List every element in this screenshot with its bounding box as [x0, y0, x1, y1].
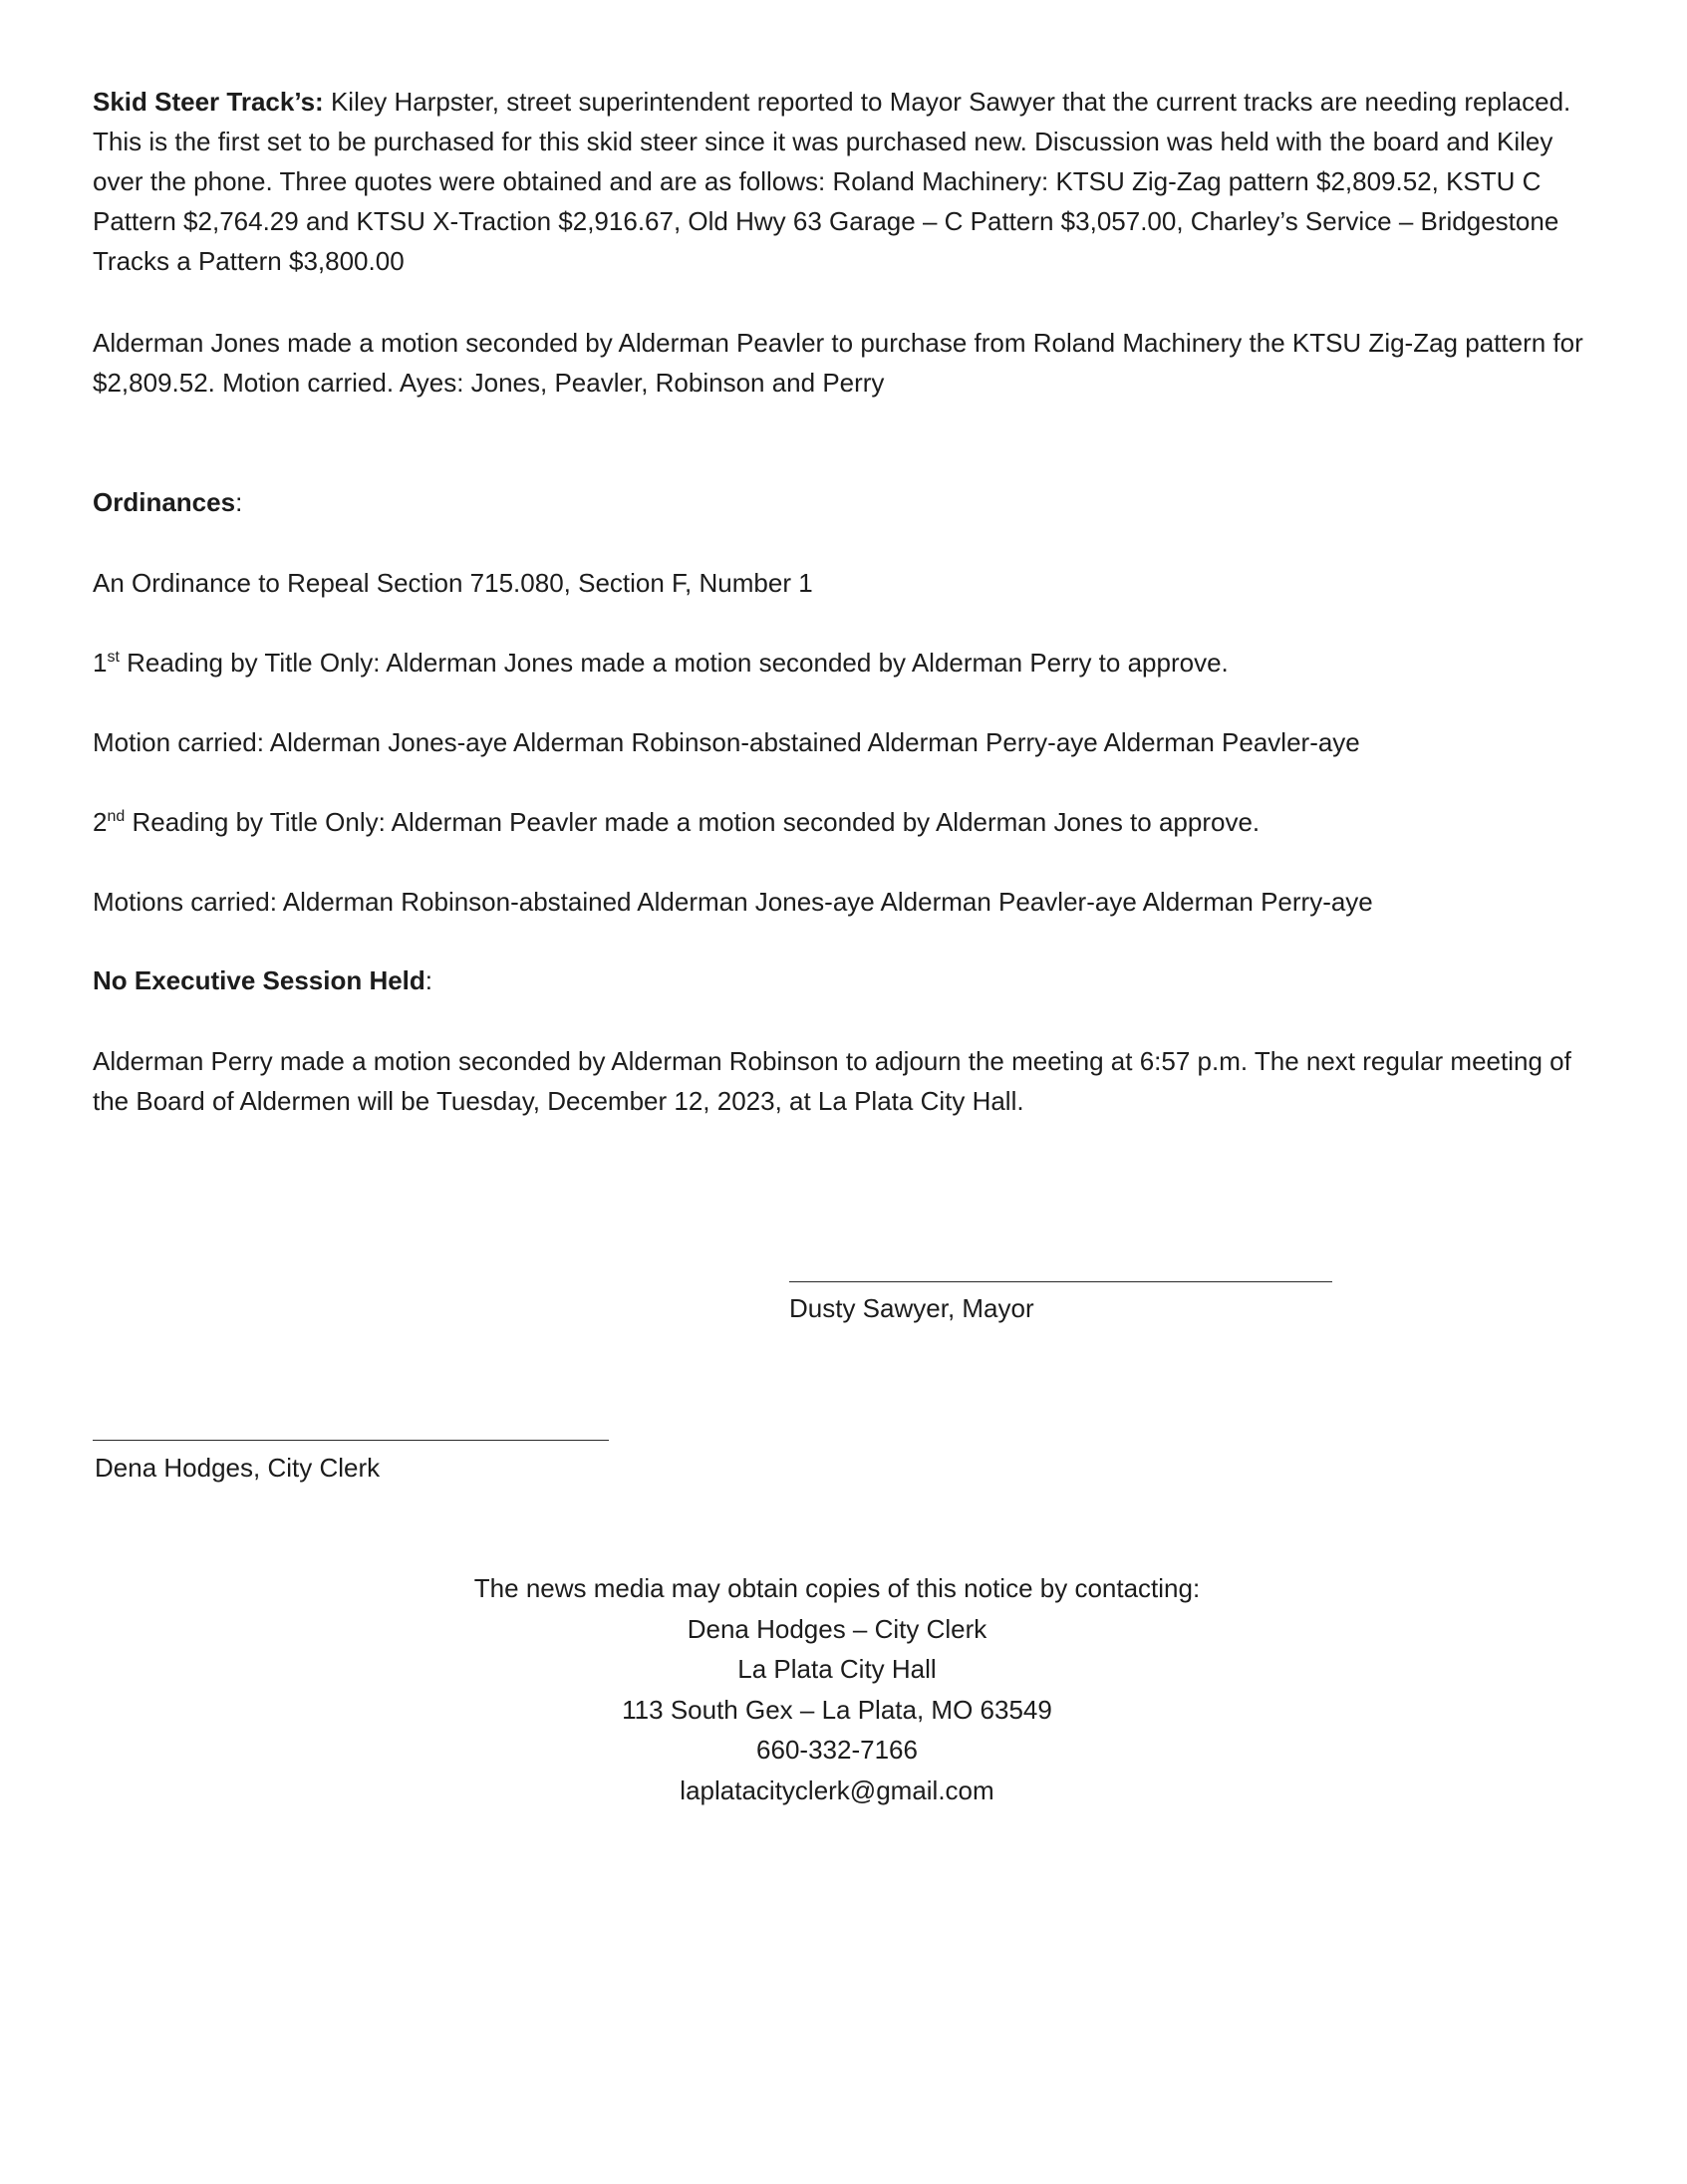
second-reading-vote: Motions carried: Alderman Robinson-abstained Alderman Jones-aye Alderman Peavler-aye Alderman Perry-aye: [93, 887, 1373, 917]
first-reading-vote: Motion carried: Alderman Jones-aye Alderman Robinson-abstained Alderman Perry-aye Alderman Peavler-aye: [93, 727, 1360, 757]
contact-name: Dena Hodges – City Clerk: [687, 1613, 987, 1644]
contact-address: 113 South Gex – La Plata, MO 63549: [622, 1694, 1052, 1725]
contact-email: laplatacityclerk@gmail.com: [680, 1774, 994, 1805]
ordinance-title: An Ordinance to Repeal Section 715.080, Section F, Number 1: [93, 568, 813, 598]
second-reading-number: 2: [93, 807, 108, 837]
first-reading: [93, 643, 1587, 682]
clerk-signature-line: [93, 1440, 609, 1441]
contact-phone: 660-332-7166: [756, 1735, 918, 1765]
mayor-signature-line: [789, 1281, 1332, 1282]
skid-steer-heading: Skid Steer Track’s:: [93, 87, 324, 117]
clerk-signature-name: Dena Hodges, City Clerk: [95, 1453, 381, 1483]
mayor-signature-name: Dusty Sawyer, Mayor: [789, 1293, 1034, 1323]
contact-office: La Plata City Hall: [737, 1654, 937, 1684]
ordinances-heading-colon: :: [235, 487, 243, 517]
executive-session-heading: No Executive Session Held: [93, 965, 425, 995]
first-reading-text: Reading by Title Only: Alderman Jones made a motion seconded by Alderman Perry to approve.: [119, 648, 1229, 678]
contact-intro: The news media may obtain copies of this notice by contacting:: [473, 1573, 1201, 1603]
contact-block: [339, 1568, 1335, 1810]
executive-heading-line: [93, 960, 1587, 1000]
second-reading-suffix: nd: [107, 808, 126, 825]
skid-steer-body: Kiley Harpster, street superintendent reported to Mayor Sawyer that the current tracks are needing replaced. This is the first set to be purchased for this skid steer since it was purchased new. Discussion was held with the board and Kiley over the phone. Three quotes were obtained and are as follows: Roland Machinery: KTSU Zig-Zag pattern $2,809.52, KSTU C Pattern $2,764.29 and KTSU X-Traction $2,916.67, Old Hwy 63 Garage – C Pattern $3,057.00, Charley’s Service – Bridgestone Tracks a Pattern $3,800.00: [93, 87, 1571, 276]
skid-steer-paragraph: [93, 82, 1587, 281]
ordinances-heading: Ordinances: [93, 487, 236, 517]
second-reading-text: Reading by Title Only: Alderman Peavler made a motion seconded by Alderman Jones to approve.: [125, 807, 1261, 837]
first-reading-number: 1: [93, 648, 108, 678]
second-reading: [93, 802, 1587, 842]
adjourn-paragraph: Alderman Perry made a motion seconded by Alderman Robinson to adjourn the meeting at 6:57 p.m. The next regular meeting of the Board of Aldermen will be Tuesday, December 12, 2023, at La Plata City Hall.: [93, 1046, 1571, 1116]
first-reading-suffix: st: [107, 649, 120, 666]
skid-steer-motion: Alderman Jones made a motion seconded by Alderman Peavler to purchase from Roland Machinery the KTSU Zig-Zag pattern for $2,809.52. Motion carried. Ayes: Jones, Peavler, Robinson and Perry: [93, 328, 1583, 398]
ordinances-heading-line: [93, 482, 1587, 522]
executive-heading-colon: :: [424, 965, 433, 995]
